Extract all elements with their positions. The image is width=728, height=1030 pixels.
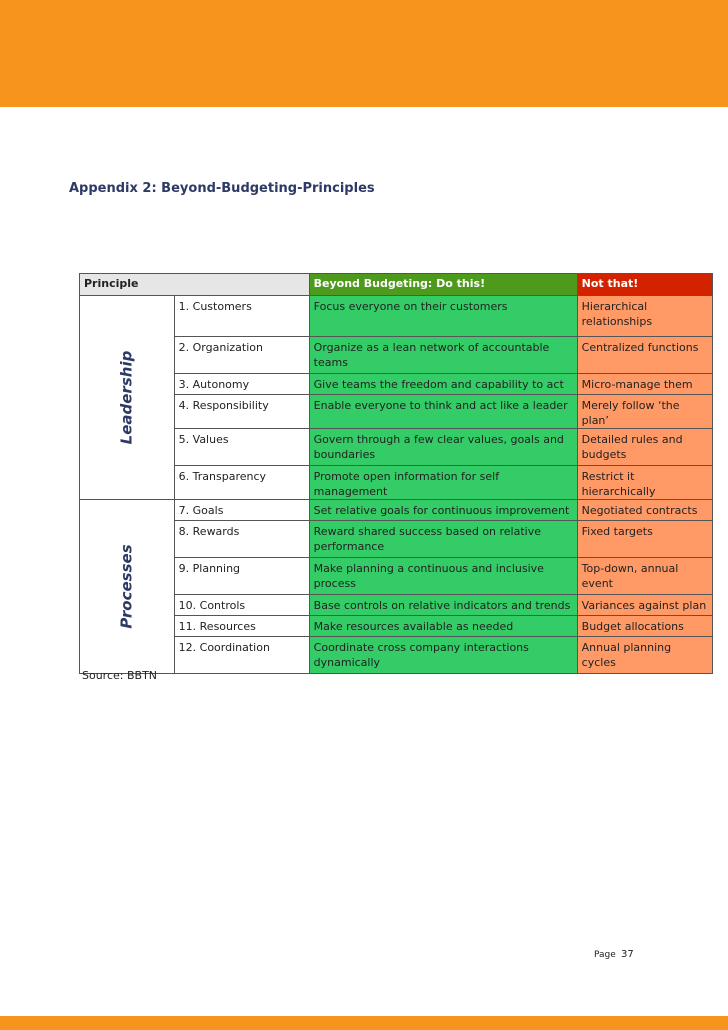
table-row	[80, 296, 713, 337]
table-header-row	[80, 274, 713, 296]
do-cell: Reward shared success based on relative performance	[309, 521, 577, 558]
principle-cell: 2. Organization	[174, 337, 309, 374]
do-cell: Govern through a few clear values, goals and boundaries	[309, 429, 577, 466]
table-row	[80, 466, 713, 500]
not-cell: Annual planning cycles	[577, 637, 712, 674]
do-cell: Make planning a continuous and inclusive process	[309, 558, 577, 595]
not-cell: Top-down, annual event	[577, 558, 712, 595]
header-band	[0, 0, 728, 107]
footer-band	[0, 1016, 728, 1030]
group-leadership	[80, 296, 175, 500]
table-row	[80, 595, 713, 616]
do-cell: Enable everyone to think and act like a leader	[309, 395, 577, 429]
do-cell: Make resources available as needed	[309, 616, 577, 637]
principles-table	[79, 273, 713, 674]
principle-cell: 12. Coordination	[174, 637, 309, 674]
do-cell: Focus everyone on their customers	[309, 296, 577, 337]
principle-cell: 10. Controls	[174, 595, 309, 616]
table-row	[80, 616, 713, 637]
not-cell: Hierarchical relationships	[577, 296, 712, 337]
do-cell: Give teams the freedom and capability to act	[309, 374, 577, 395]
header-do-this: Beyond Budgeting: Do this!	[309, 274, 577, 296]
do-cell: Organize as a lean network of accountable teams	[309, 337, 577, 374]
not-cell: Centralized functions	[577, 337, 712, 374]
table-row	[80, 395, 713, 429]
table-row	[80, 521, 713, 558]
page-title: Appendix 2: Beyond-Budgeting-Principles	[69, 181, 375, 196]
group-processes	[80, 500, 175, 674]
table-row	[80, 637, 713, 674]
page-number: 37	[621, 949, 634, 960]
principle-cell: 3. Autonomy	[174, 374, 309, 395]
not-cell: Negotiated contracts	[577, 500, 712, 521]
principle-cell: 11. Resources	[174, 616, 309, 637]
header-not-that: Not that!	[577, 274, 712, 296]
not-cell: Merely follow ‘the plan’	[577, 395, 712, 429]
group-label-processes: Processes	[117, 543, 136, 629]
header-principle: Principle	[80, 274, 310, 296]
not-cell: Variances against plan	[577, 595, 712, 616]
table-row	[80, 337, 713, 374]
principle-cell: 9. Planning	[174, 558, 309, 595]
not-cell: Micro-manage them	[577, 374, 712, 395]
page-label: Page	[594, 950, 616, 960]
table-row	[80, 429, 713, 466]
not-cell: Budget allocations	[577, 616, 712, 637]
source-note: Source: BBTN	[82, 669, 158, 682]
do-cell: Base controls on relative indicators and trends	[309, 595, 577, 616]
principle-cell: 4. Responsibility	[174, 395, 309, 429]
not-cell: Restrict it hierarchically	[577, 466, 712, 500]
do-cell: Coordinate cross company interactions dynamically	[309, 637, 577, 674]
group-label-leadership: Leadership	[117, 350, 136, 444]
principle-cell: 6. Transparency	[174, 466, 309, 500]
do-cell: Set relative goals for continuous improvement	[309, 500, 577, 521]
principle-cell: 1. Customers	[174, 296, 309, 337]
not-cell: Detailed rules and budgets	[577, 429, 712, 466]
table-row	[80, 374, 713, 395]
not-cell: Fixed targets	[577, 521, 712, 558]
principle-cell: 5. Values	[174, 429, 309, 466]
do-cell: Promote open information for self management	[309, 466, 577, 500]
principle-cell: 7. Goals	[174, 500, 309, 521]
table-row	[80, 500, 713, 521]
table-row	[80, 558, 713, 595]
principle-cell: 8. Rewards	[174, 521, 309, 558]
